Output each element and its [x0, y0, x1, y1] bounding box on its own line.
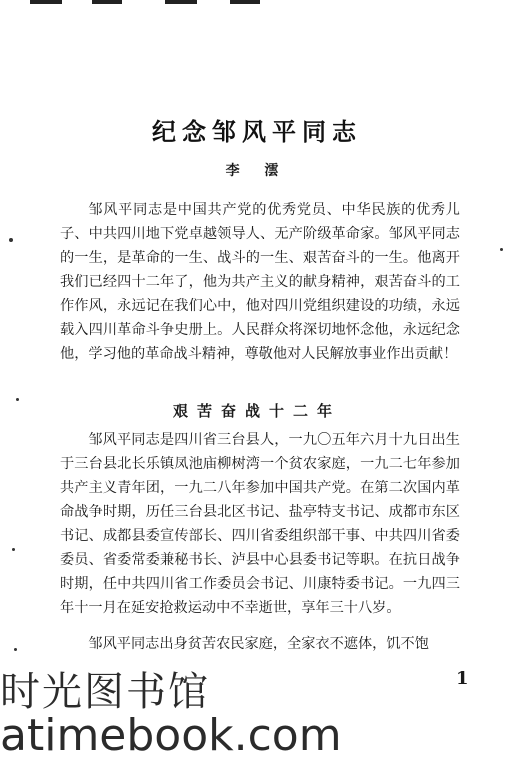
watermark-chinese: 时光图书馆: [0, 669, 210, 715]
article-title: 纪念邹风平同志: [152, 117, 362, 146]
page-number: 1: [456, 668, 469, 689]
author-name: 李 澐: [225, 163, 289, 179]
top-edge-marks: [0, 0, 514, 12]
section-heading: 艰苦奋战十二年: [172, 402, 341, 420]
scan-speck: [500, 248, 503, 251]
paragraph-continued: 邹风平同志出身贫苦农民家庭，全家衣不遮体，饥不饱: [88, 636, 429, 652]
paragraph-biography: 邹风平同志是四川省三台县人，一九〇五年六月十九日出生于三台县北长乐镇凤池庙柳树湾一个贫农家庭，一九二七年参加共产主义青年团，一九二八年参加中国共产党。在第二次国内革命战争时期，历任三台县北区书记、盐亭特支书记、成都市东区书记、成都县委宣传部长、四川省委组织部干事、中共四川省委委员、省委常委兼秘书长、泸县中心县委书记等职。在抗日战争时期，任中共四川省工作委员会书记、川康特委书记。一九四三年十一月在延安抢救运动中不幸逝世，享年三十八岁。: [60, 432, 460, 616]
scan-speck: [9, 238, 13, 242]
scan-speck: [14, 648, 17, 651]
scan-speck: [16, 398, 19, 401]
scan-speck: [12, 548, 15, 551]
paragraph-intro: 邹风平同志是中国共产党的优秀党员、中华民族的优秀儿子、中共四川地下党卓越领导人、无产阶级革命家。邹风平同志的一生，是革命的一生、战斗的一生、艰苦奋斗的一生。他离开我们已经四十二年了，他为共产主义的献身精神，艰苦奋斗的工作作风，永远记在我们心中，他对四川党组织建设的功绩，永远载入四川革命斗争史册上。人民群众将深切地怀念他，永远纪念他，学习他的革命战斗精神，尊敬他对人民解放事业作出贡献！: [60, 202, 460, 362]
watermark-url: atimebook.com: [0, 710, 342, 761]
